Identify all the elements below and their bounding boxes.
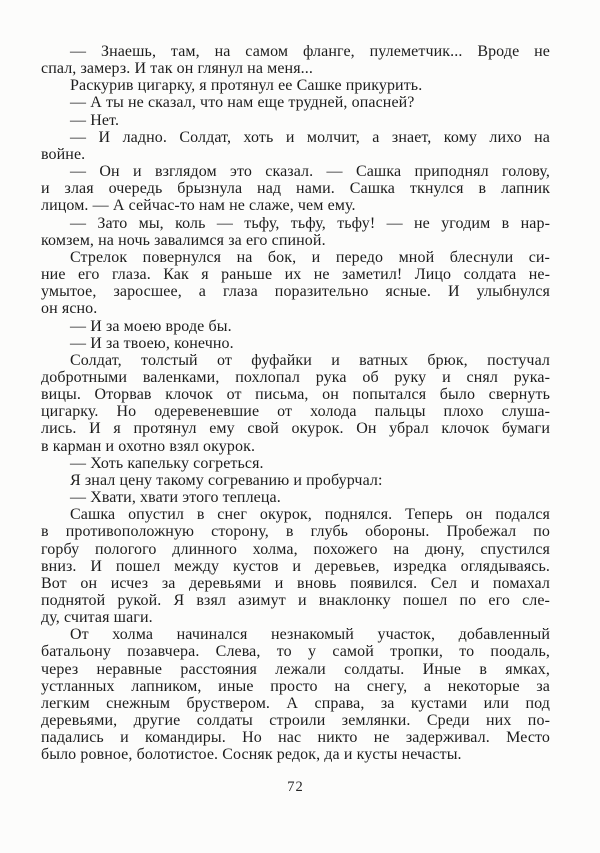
- text-line: Солдат, толстый от фуфайки и ватных брюк, постучал: [70, 351, 550, 369]
- text-line: — Хвати, хвати этого теплеца.: [70, 489, 281, 507]
- text-line: — И ладно. Солдат, хоть и молчит, а знает, кому лихо на: [70, 128, 550, 146]
- text-line: ду, считая шаги.: [41, 609, 153, 627]
- text-block: [41, 43, 550, 764]
- text-line: Стрелок повернулся на бок, и передо мной блеснули си-: [70, 248, 550, 266]
- text-line: и злая очередь брызнула над нами. Сашка ткнулся в лапник: [41, 180, 550, 198]
- page-number: 72: [287, 779, 304, 795]
- text-line: падались и командиры. Но нас никто не задерживал. Место: [41, 729, 550, 747]
- text-line: через неравные расстояния лежали солдаты. Иные в ямках,: [41, 660, 550, 678]
- text-line: — И за твоею, конечно.: [70, 334, 234, 352]
- text-line: Я знал цену такому согреванию и пробурчал:: [70, 471, 383, 489]
- text-line: цигарку. Но одеревеневшие от холода пальцы плохо слуша-: [41, 403, 550, 421]
- text-line: — И за моею вроде бы.: [70, 317, 232, 335]
- text-line: умытое, заросшее, а глаза поразительно ясные. И улыбнулся: [41, 283, 550, 301]
- text-line: — Хоть капельку согреться.: [70, 454, 264, 472]
- text-line: устланных лапником, иные просто на снегу, а некоторые за: [41, 677, 550, 695]
- text-line: — Нет.: [70, 111, 120, 129]
- text-line: — Знаешь, там, на самом фланге, пулеметчик... Вроде не: [70, 43, 550, 60]
- text-line: деревьями, другие солдаты строили землянки. Среди них по-: [41, 712, 550, 730]
- text-line: было ровное, болотистое. Сосняк редок, да и кусты нечасты.: [41, 746, 462, 764]
- text-line: поднятой рукой. Я взял азимут и внаклонку пошел по его сле-: [41, 592, 550, 609]
- text-line: вицы. Оторвав клочок от письма, он попытался было свернуть: [41, 386, 550, 404]
- text-line: лицом. — А сейчас-то нам не слаже, чем ему.: [41, 197, 356, 215]
- text-line: он ясно.: [41, 300, 98, 318]
- text-line: — Он и взглядом это сказал. — Сашка приподнял голову,: [70, 163, 550, 181]
- text-line: Вот он исчез за деревьями и вновь появился. Сел и помахал: [41, 574, 550, 592]
- text-line: горбу пологого длинного холма, похожего на дюну, спустился: [41, 540, 550, 558]
- text-line: спал, замерз. И так он глянул на меня...: [41, 60, 313, 78]
- text-line: ние его глаза. Как я раньше их не заметил! Лицо солдата не-: [41, 266, 550, 284]
- text-line: — Зато мы, коль — тьфу, тьфу, тьфу! — не угодим в нар-: [70, 214, 550, 232]
- text-line: лись. И я протянул ему свой окурок. Он убрал клочок бумаги: [41, 420, 550, 438]
- text-line: вниз. И пошел между кустов и деревьев, изредка оглядываясь.: [41, 557, 550, 575]
- text-line: в карман и охотно взял окурок.: [41, 437, 256, 455]
- text-line: — А ты не сказал, что нам еще трудней, опасней?: [70, 94, 415, 112]
- text-line: войне.: [41, 145, 86, 163]
- text-line: От холма начинался незнакомый участок, добавленный: [70, 626, 550, 644]
- text-line: в противоположную сторону, в глубь обороны. Пробежал по: [41, 523, 550, 541]
- text-line: комзем, на ночь завалимся за его спиной.: [41, 231, 326, 249]
- text-line: легким снежным бруствером. А справа, за кустами или под: [41, 694, 550, 712]
- text-line: батальону позавчера. Слева, то у самой тропки, то поодаль,: [41, 643, 550, 661]
- text-line: Сашка опустил в снег окурок, поднялся. Теперь он подался: [70, 506, 550, 524]
- text-line: добротными валенками, похлопал рука об руку и снял рука-: [41, 368, 550, 386]
- text-line: Раскурив цигарку, я протянул ее Сашке прикурить.: [70, 77, 423, 95]
